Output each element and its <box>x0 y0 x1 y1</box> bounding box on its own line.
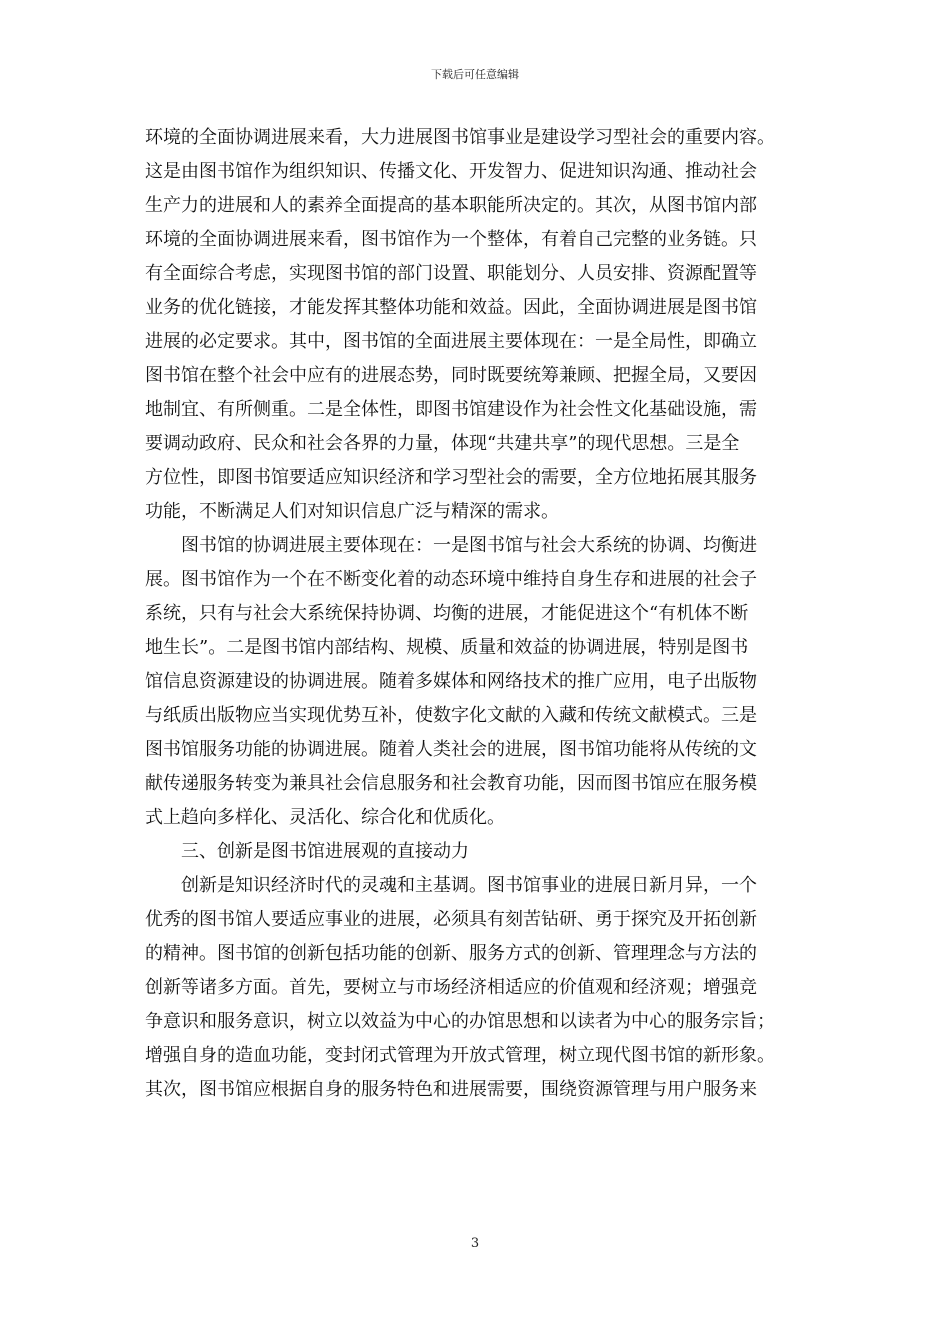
text-line: 创新是知识经济时代的灵魂和主基调。图书馆事业的进展日新月异，一个 <box>145 875 757 896</box>
text-line: 的精神。图书馆的创新包括功能的创新、服务方式的创新、管理理念与方法的 <box>145 943 757 964</box>
text-line: 功能，不断满足人们对知识信息广泛与精深的需求。 <box>145 501 559 522</box>
text-line: 展。图书馆作为一个在不断变化着的动态环境中维持自身生存和进展的社会子 <box>145 569 757 590</box>
text-line: 三、创新是图书馆进展观的直接动力 <box>145 841 469 862</box>
text-line: 系统，只有与社会大系统保持协调、均衡的进展，才能促进这个“有机体不断 <box>145 603 749 624</box>
text-line: 增强自身的造血功能，变封闭式管理为开放式管理，树立现代图书馆的新形象。 <box>145 1045 775 1066</box>
text-line: 环境的全面协调进展来看，图书馆作为一个整体，有着自己完整的业务链。只 <box>145 229 757 250</box>
text-line: 地制宜、有所侧重。二是全体性，即图书馆建设作为社会性文化基础设施，需 <box>145 399 757 420</box>
text-line: 式上趋向多样化、灵活化、综合化和优质化。 <box>145 807 505 828</box>
text-line: 这是由图书馆作为组织知识、传播文化、开发智力、促进知识沟通、推动社会 <box>145 161 757 182</box>
text-line: 图书馆服务功能的协调进展。随着人类社会的进展，图书馆功能将从传统的文 <box>145 739 757 760</box>
text-line: 要调动政府、民众和社会各界的力量，体现“共建共享”的现代思想。三是全 <box>145 433 740 454</box>
text-line: 方位性，即图书馆要适应知识经济和学习型社会的需要，全方位地拓展其服务 <box>145 467 757 488</box>
text-line: 业务的优化链接，才能发挥其整体功能和效益。因此，全面协调进展是图书馆 <box>145 297 757 318</box>
text-line: 地生长”。二是图书馆内部结构、规模、质量和效益的协调进展，特别是图书 <box>145 637 749 658</box>
page-number: 3 <box>470 1236 480 1251</box>
text-line: 馆信息资源建设的协调进展。随着多媒体和网络技术的推广应用，电子出版物 <box>145 671 757 692</box>
text-line: 进展的必定要求。其中，图书馆的全面进展主要体现在：一是全局性，即确立 <box>145 331 757 352</box>
text-line: 与纸质出版物应当实现优势互补，使数字化文献的入藏和传统文献模式。三是 <box>145 705 757 726</box>
page-header: 下载后可任意编辑 <box>431 68 519 81</box>
text-line: 图书馆的协调进展主要体现在：一是图书馆与社会大系统的协调、均衡进 <box>145 535 757 556</box>
text-line: 献传递服务转变为兼具社会信息服务和社会教育功能，因而图书馆应在服务模 <box>145 773 757 794</box>
text-line: 生产力的进展和人的素养全面提高的基本职能所决定的。其次，从图书馆内部 <box>145 195 757 216</box>
text-line: 图书馆在整个社会中应有的进展态势，同时既要统筹兼顾、把握全局，又要因 <box>145 365 757 386</box>
text-line: 环境的全面协调进展来看，大力进展图书馆事业是建设学习型社会的重要内容。 <box>145 127 775 148</box>
text-line: 优秀的图书馆人要适应事业的进展，必须具有刻苦钻研、勇于探究及开拓创新 <box>145 909 757 930</box>
text-line: 有全面综合考虑，实现图书馆的部门设置、职能划分、人员安排、资源配置等 <box>145 263 757 284</box>
document-body <box>145 121 807 1107</box>
text-line: 争意识和服务意识，树立以效益为中心的办馆思想和以读者为中心的服务宗旨； <box>145 1011 775 1032</box>
text-line: 其次，图书馆应根据自身的服务特色和进展需要，围绕资源管理与用户服务来 <box>145 1079 757 1100</box>
text-line: 创新等诸多方面。首先，要树立与市场经济相适应的价值观和经济观；增强竞 <box>145 977 757 998</box>
